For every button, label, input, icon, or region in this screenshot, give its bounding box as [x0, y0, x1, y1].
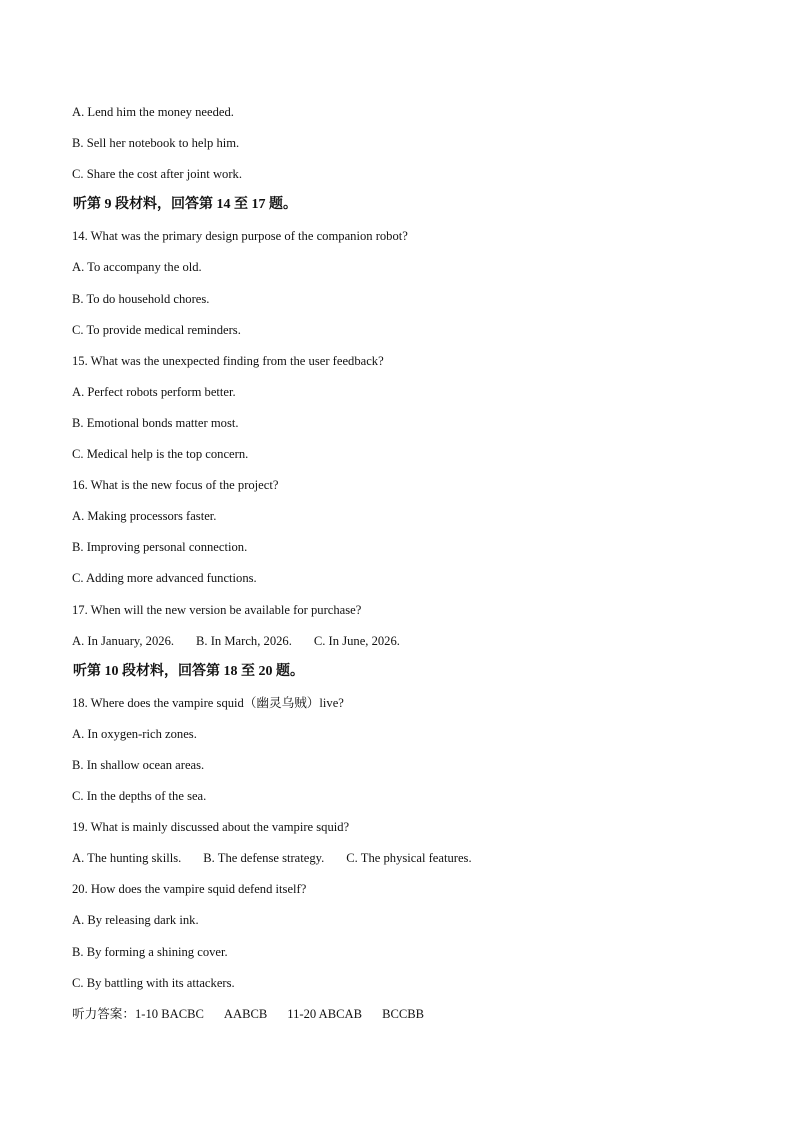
- section-heading: 听第 10 段材料，回答第 18 至 20 题。: [73, 663, 304, 679]
- answer-key-group: AABCB: [223, 1006, 268, 1021]
- answer-option: C. Share the cost after joint work.: [72, 167, 242, 182]
- answer-option: A. To accompany the old.: [72, 260, 202, 275]
- answer-option: A. The hunting skills.: [72, 851, 182, 866]
- answer-option: B. In shallow ocean areas.: [72, 757, 205, 772]
- answer-option: A. Lend him the money needed.: [72, 105, 234, 119]
- question-stem: 16. What is the new focus of the project?: [72, 478, 279, 493]
- answer-option: A. Perfect robots perform better.: [72, 384, 236, 399]
- answer-option: B. In March, 2026.: [196, 633, 292, 648]
- answer-option: A. Making processors faster.: [72, 509, 217, 524]
- answer-option: A. In oxygen-rich zones.: [72, 726, 197, 741]
- answer-option: C. In June, 2026.: [313, 633, 400, 648]
- answer-option: C. In the depths of the sea.: [72, 789, 207, 804]
- answer-option: B. The defense strategy.: [203, 851, 325, 866]
- answer-option: B. To do household chores.: [72, 291, 210, 306]
- question-stem: 19. What is mainly discussed about the vampire squid?: [72, 820, 350, 835]
- answer-option: C. To provide medical reminders.: [72, 322, 241, 337]
- answer-key: [72, 1003, 732, 1034]
- answer-key-group: BCCBB: [382, 1006, 425, 1021]
- answer-option: B. Sell her notebook to help him.: [72, 136, 240, 151]
- answer-key-group: 11-20 ABCAB: [287, 1006, 363, 1021]
- question-stem: 18. Where does the vampire squid（幽灵乌贼）live?: [72, 695, 344, 710]
- answer-option: B. Improving personal connection.: [72, 540, 248, 555]
- answer-option: C. Medical help is the top concern.: [72, 447, 249, 462]
- question-stem: 17. When will the new version be available for purchase?: [72, 602, 362, 617]
- answer-option: A. In January, 2026.: [72, 633, 175, 648]
- answer-key-group: 1-10 BACBC: [134, 1006, 204, 1021]
- question-stem: 14. What was the primary design purpose of the companion robot?: [72, 229, 408, 244]
- answer-option: C. The physical features.: [346, 851, 472, 866]
- question-stem: 20. How does the vampire squid defend itself?: [72, 882, 307, 897]
- inline-options-row: [72, 630, 732, 661]
- answer-option: B. Emotional bonds matter most.: [72, 415, 239, 430]
- section-heading: 听第 9 段材料，回答第 14 至 17 题。: [73, 197, 297, 213]
- answer-option: A. By releasing dark ink.: [72, 913, 199, 928]
- question-stem: 15. What was the unexpected finding from the user feedback?: [72, 353, 384, 368]
- answer-option: B. By forming a shining cover.: [72, 944, 228, 959]
- document-page: [72, 101, 732, 1034]
- inline-options-row: [72, 847, 732, 878]
- answer-key-label: 听力答案：: [72, 1006, 135, 1021]
- answer-option: C. By battling with its attackers.: [72, 975, 235, 990]
- answer-option: C. Adding more advanced functions.: [72, 571, 257, 586]
